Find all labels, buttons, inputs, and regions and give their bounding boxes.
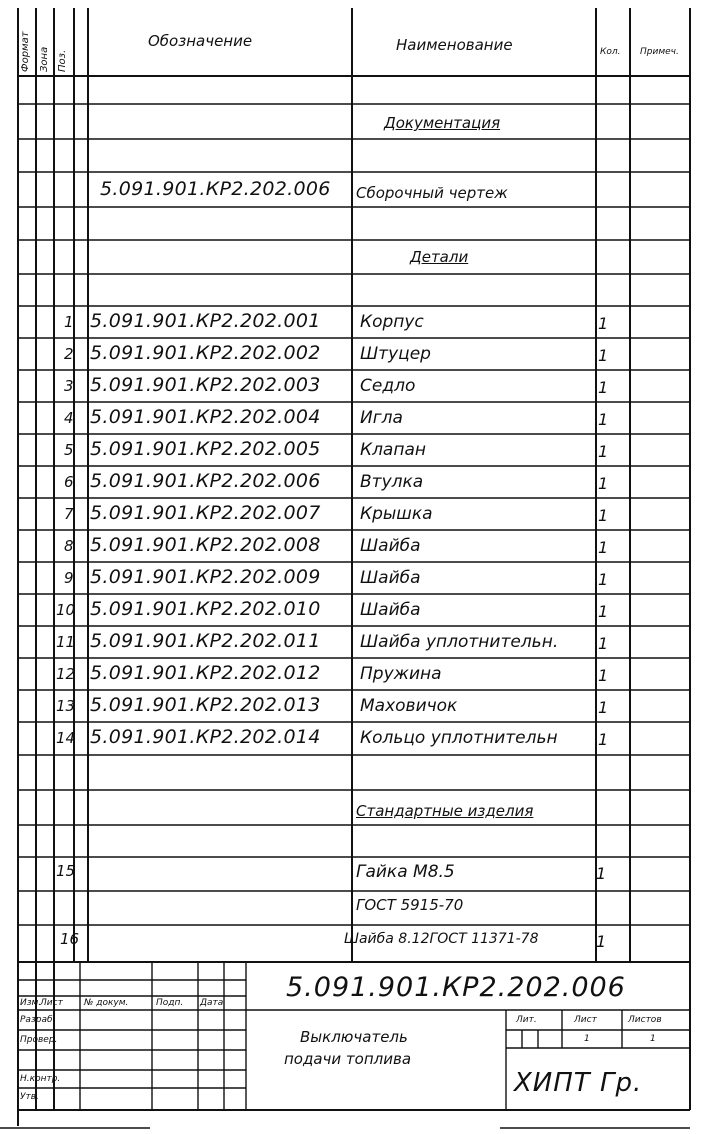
header-qty: Кол. [600, 47, 621, 57]
part-name: Клапан [360, 440, 426, 460]
part-qty: 1 [598, 570, 609, 589]
tb-col-docno: № докум. [84, 998, 129, 1008]
part-name: Пружина [360, 664, 442, 684]
tb-normcontrol: Н.контр. [20, 1074, 61, 1084]
part-name: Корпус [360, 312, 424, 332]
part-pos: 1 [64, 313, 74, 331]
part-designation: 5.091.901.КР2.202.002 [90, 342, 321, 364]
std-pos-16: 16 [60, 930, 80, 948]
doc-name: Сборочный чертеж [356, 184, 508, 202]
header-zone: Зона [39, 46, 50, 72]
tb-lit: Лит. [516, 1015, 537, 1025]
part-pos: 5 [64, 441, 74, 459]
part-pos: 10 [56, 601, 76, 619]
part-qty: 1 [598, 378, 609, 397]
part-name: Игла [360, 408, 403, 428]
part-name: Шайба уплотнительн. [360, 632, 559, 652]
part-qty: 1 [598, 474, 609, 493]
tb-checked: Провер. [20, 1035, 58, 1045]
tb-developed: Разраб. [20, 1015, 56, 1025]
tb-col-sign: Подп. [156, 998, 184, 1008]
part-qty: 1 [598, 442, 609, 461]
std-name2-15: ГОСТ 5915-70 [356, 896, 464, 914]
part-designation: 5.091.901.КР2.202.008 [90, 534, 321, 556]
header-pos: Поз. [57, 49, 68, 72]
part-designation: 5.091.901.КР2.202.007 [90, 502, 321, 524]
tb-sheets-val: 1 [650, 1034, 656, 1044]
part-designation: 5.091.901.КР2.202.014 [90, 726, 321, 748]
part-pos: 4 [64, 409, 74, 427]
std-qty-15: 1 [596, 864, 607, 883]
header-note: Примеч. [640, 47, 679, 57]
org-name: ХИПТ Гр. [514, 1068, 643, 1098]
part-name: Шайба [360, 600, 421, 620]
part-qty: 1 [598, 506, 609, 525]
part-pos: 2 [64, 345, 74, 363]
part-pos: 11 [56, 633, 76, 651]
part-designation: 5.091.901.КР2.202.010 [90, 598, 321, 620]
part-name: Штуцер [360, 344, 431, 364]
title-line1: Выключатель [300, 1028, 408, 1046]
title-line2: подачи топлива [284, 1050, 412, 1068]
part-name: Шайба [360, 536, 421, 556]
std-qty-16: 1 [596, 932, 607, 951]
part-designation: 5.091.901.КР2.202.012 [90, 662, 321, 684]
part-name: Седло [360, 376, 416, 396]
part-qty: 1 [598, 730, 609, 749]
part-qty: 1 [598, 634, 609, 653]
header-designation: Обозначение [148, 32, 253, 50]
part-designation: 5.091.901.КР2.202.005 [90, 438, 321, 460]
part-qty: 1 [598, 666, 609, 685]
part-pos: 13 [56, 697, 76, 715]
part-pos: 6 [64, 473, 74, 491]
section-documentation: Документация [384, 114, 501, 132]
part-qty: 1 [598, 346, 609, 365]
tb-sheet-val: 1 [584, 1034, 590, 1044]
header-name: Наименование [396, 36, 513, 54]
part-designation: 5.091.901.КР2.202.006 [90, 470, 321, 492]
part-qty: 1 [598, 602, 609, 621]
tb-col-sheet: Лист [40, 998, 63, 1008]
part-qty: 1 [598, 314, 609, 333]
part-pos: 7 [64, 505, 74, 523]
part-name: Шайба [360, 568, 421, 588]
part-qty: 1 [598, 538, 609, 557]
part-pos: 3 [64, 377, 74, 395]
std-name-16: Шайба 8.12ГОСТ 11371-78 [344, 931, 539, 947]
part-name: Втулка [360, 472, 424, 492]
part-designation: 5.091.901.КР2.202.004 [90, 406, 321, 428]
doc-number: 5.091.901.КР2.202.006 [286, 972, 626, 1003]
header-format: Формат [20, 31, 31, 72]
part-designation: 5.091.901.КР2.202.001 [90, 310, 321, 332]
std-pos-15: 15 [56, 862, 76, 880]
std-name-15: Гайка М8.5 [356, 862, 455, 882]
tb-col-change: Изм. [20, 998, 42, 1008]
part-qty: 1 [598, 698, 609, 717]
part-qty: 1 [598, 410, 609, 429]
tb-col-date: Дата [200, 998, 224, 1008]
part-designation: 5.091.901.КР2.202.009 [90, 566, 321, 588]
part-pos: 12 [56, 665, 76, 683]
section-details: Детали [410, 248, 469, 266]
part-name: Кольцо уплотнительн [360, 728, 558, 748]
part-name: Маховичок [360, 696, 458, 716]
tb-sheets: Листов [628, 1015, 662, 1025]
part-pos: 9 [64, 569, 74, 587]
tb-sheet: Лист [574, 1015, 597, 1025]
part-designation: 5.091.901.КР2.202.011 [90, 630, 321, 652]
tb-approved: Утв. [20, 1092, 39, 1102]
doc-designation: 5.091.901.КР2.202.006 [100, 178, 331, 200]
part-designation: 5.091.901.КР2.202.013 [90, 694, 321, 716]
part-pos: 8 [64, 537, 74, 555]
section-standard: Стандартные изделия [356, 802, 534, 820]
part-pos: 14 [56, 729, 76, 747]
part-designation: 5.091.901.КР2.202.003 [90, 374, 321, 396]
part-name: Крышка [360, 504, 433, 524]
